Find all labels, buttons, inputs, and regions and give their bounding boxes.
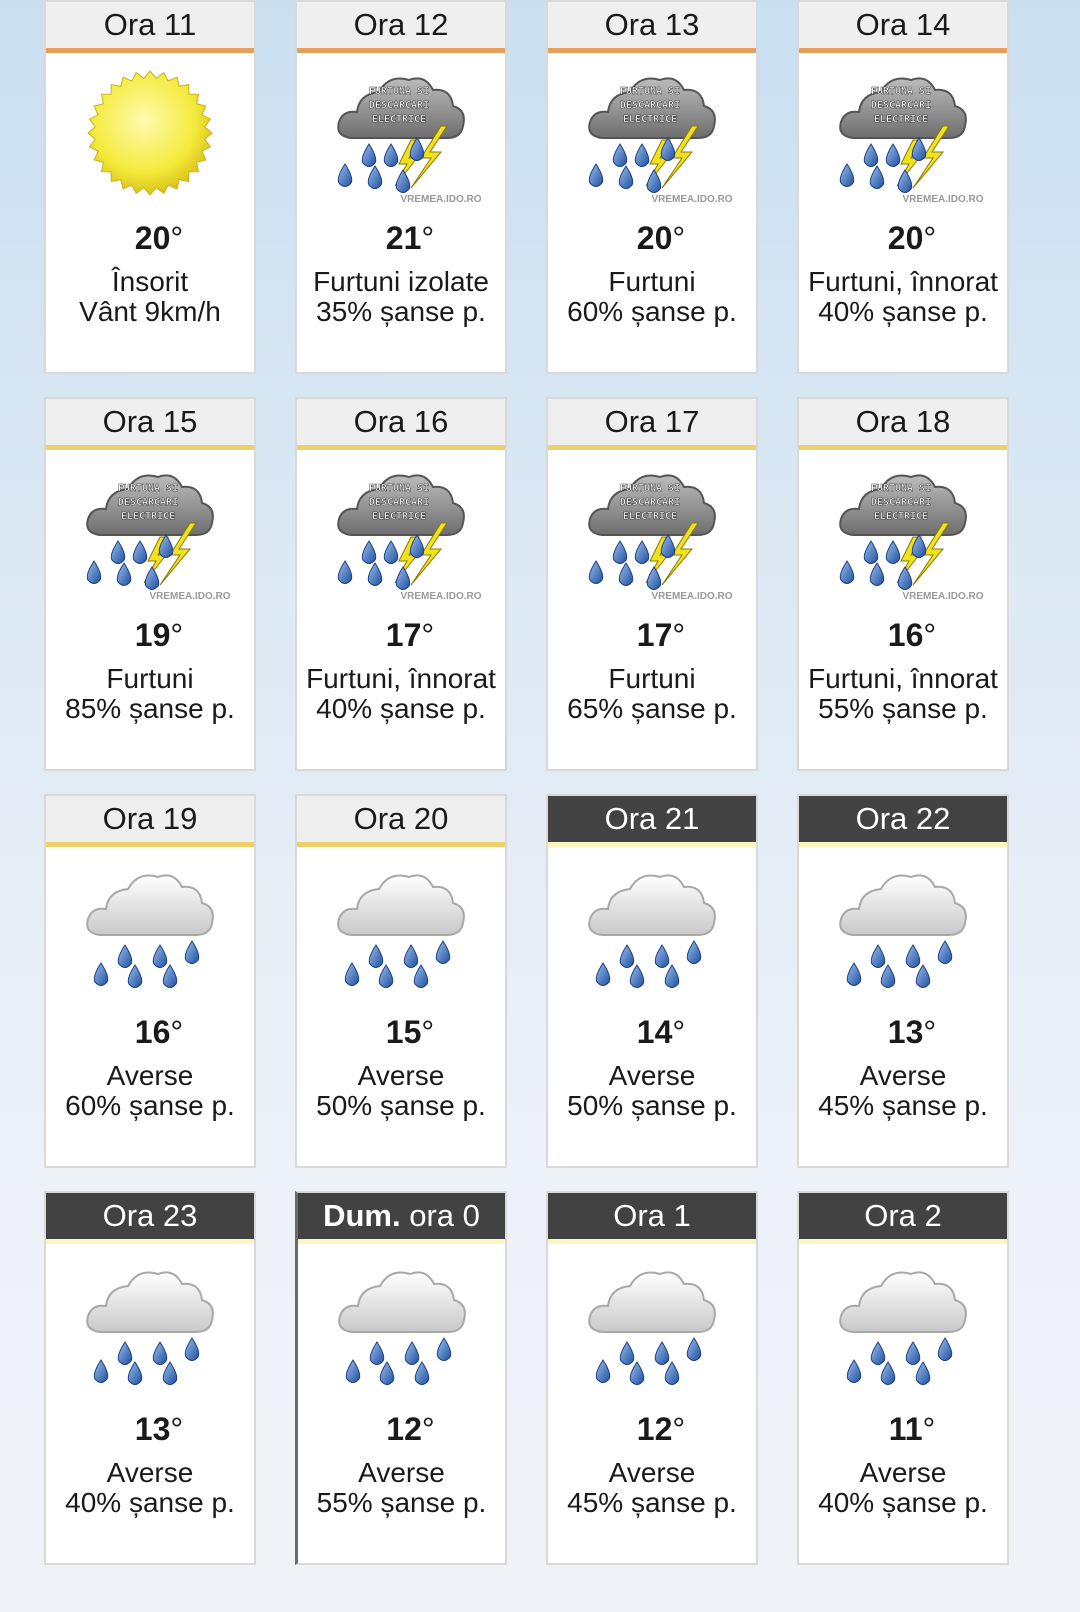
hour-text: Ora 23 <box>102 1198 198 1233</box>
detail-text: Vânt 9km/h <box>79 296 221 327</box>
hour-label <box>548 796 756 842</box>
hour-text: Ora 14 <box>855 7 951 42</box>
degree-symbol: ° <box>923 617 937 653</box>
rain-cloud-icon <box>548 847 756 1007</box>
svg-text:VREMEA.IDO.RO: VREMEA.IDO.RO <box>400 591 482 602</box>
forecast-description <box>298 1458 505 1518</box>
condition-text: Averse <box>859 1457 947 1488</box>
detail-text: 40% șanse p. <box>818 296 988 327</box>
temperature-value: 20 <box>134 220 171 256</box>
svg-text:VREMEA.IDO.RO: VREMEA.IDO.RO <box>400 194 482 205</box>
svg-text:FURTUNA SI: FURTUNA SI <box>619 86 681 97</box>
detail-text: 45% șanse p. <box>818 1090 988 1121</box>
forecast-description <box>799 1061 1007 1121</box>
condition-text: Furtuni <box>608 663 696 694</box>
rain-cloud-icon <box>548 1244 756 1404</box>
degree-symbol: ° <box>672 1014 686 1050</box>
detail-text: 45% șanse p. <box>567 1487 737 1518</box>
condition-text: Furtuni izolate <box>313 266 489 297</box>
degree-symbol: ° <box>922 1411 936 1447</box>
forecast-card[interactable] <box>295 794 507 1168</box>
forecast-description <box>46 664 254 724</box>
thunderstorm-icon <box>297 450 505 610</box>
degree-symbol: ° <box>672 1411 686 1447</box>
rain-cloud-icon <box>799 847 1007 1007</box>
svg-text:DESCARCARI: DESCARCARI <box>619 497 681 508</box>
svg-text:DESCARCARI: DESCARCARI <box>368 100 430 111</box>
hour-label <box>799 796 1007 842</box>
condition-text: Furtuni <box>106 663 194 694</box>
degree-symbol: ° <box>170 1014 184 1050</box>
hour-label <box>548 399 756 445</box>
temperature-value: 13 <box>134 1411 171 1447</box>
rain-cloud-icon <box>297 847 505 1007</box>
temperature-value: 20 <box>636 220 673 256</box>
hour-text: Ora 17 <box>604 404 700 439</box>
temperature <box>298 1404 505 1454</box>
temperature <box>548 610 756 660</box>
svg-text:DESCARCARI: DESCARCARI <box>117 497 179 508</box>
temperature <box>297 213 505 263</box>
temperature <box>548 213 756 263</box>
temperature-value: 14 <box>636 1014 673 1050</box>
forecast-description <box>297 1061 505 1121</box>
svg-text:ELECTRICE: ELECTRICE <box>622 511 678 522</box>
rain-cloud-icon <box>799 1244 1007 1404</box>
temperature <box>548 1404 756 1454</box>
condition-text: Averse <box>608 1457 696 1488</box>
svg-text:VREMEA.IDO.RO: VREMEA.IDO.RO <box>651 591 733 602</box>
hour-text: Ora 19 <box>102 801 198 836</box>
degree-symbol: ° <box>421 220 435 256</box>
svg-text:FURTUNA SI: FURTUNA SI <box>368 483 430 494</box>
hour-label <box>46 796 254 842</box>
temperature <box>799 610 1007 660</box>
detail-text: 50% șanse p. <box>567 1090 737 1121</box>
hour-label <box>297 399 505 445</box>
temperature-value: 20 <box>887 220 924 256</box>
forecast-card[interactable] <box>295 397 507 771</box>
condition-text: Însorit <box>111 266 189 297</box>
day-prefix: Dum. <box>323 1198 401 1233</box>
temperature-value: 11 <box>888 1411 923 1447</box>
hour-label <box>46 399 254 445</box>
degree-symbol: ° <box>672 220 686 256</box>
svg-text:FURTUNA SI: FURTUNA SI <box>368 86 430 97</box>
condition-text: Furtuni, înnorat <box>306 663 496 694</box>
hour-label <box>297 2 505 48</box>
thunderstorm-icon <box>297 53 505 213</box>
forecast-card[interactable] <box>546 794 758 1168</box>
hour-text: Ora 1 <box>613 1198 691 1233</box>
condition-text: Averse <box>357 1060 445 1091</box>
forecast-card[interactable] <box>295 1191 507 1565</box>
temperature <box>799 213 1007 263</box>
condition-text: Averse <box>106 1060 194 1091</box>
temperature-value: 16 <box>887 617 924 653</box>
hour-text: Ora 15 <box>102 404 198 439</box>
hour-label <box>799 1193 1007 1239</box>
condition-text: Averse <box>106 1457 194 1488</box>
hour-label <box>297 796 505 842</box>
temperature-value: 19 <box>134 617 171 653</box>
detail-text: 55% șanse p. <box>818 693 988 724</box>
hour-text: Ora 2 <box>864 1198 942 1233</box>
forecast-card[interactable] <box>546 1191 758 1565</box>
hour-text: ora 0 <box>409 1198 480 1233</box>
thunderstorm-icon <box>548 450 756 610</box>
hour-label <box>799 399 1007 445</box>
svg-text:VREMEA.IDO.RO: VREMEA.IDO.RO <box>651 194 733 205</box>
hour-text: Ora 16 <box>353 404 449 439</box>
temperature <box>46 610 254 660</box>
degree-symbol: ° <box>170 220 184 256</box>
temperature-value: 16 <box>134 1014 171 1050</box>
detail-text: 55% șanse p. <box>316 1487 487 1518</box>
degree-symbol: ° <box>923 1014 937 1050</box>
svg-text:ELECTRICE: ELECTRICE <box>120 511 176 522</box>
svg-text:DESCARCARI: DESCARCARI <box>368 497 430 508</box>
forecast-card[interactable] <box>797 1191 1009 1565</box>
condition-text: Averse <box>859 1060 947 1091</box>
condition-text: Averse <box>358 1457 445 1488</box>
detail-text: 40% șanse p. <box>316 693 486 724</box>
forecast-description <box>548 1061 756 1121</box>
forecast-card[interactable] <box>546 0 758 374</box>
thunderstorm-icon <box>548 53 756 213</box>
svg-text:ELECTRICE: ELECTRICE <box>873 511 929 522</box>
hour-text: Ora 20 <box>353 801 449 836</box>
svg-text:ELECTRICE: ELECTRICE <box>622 114 678 125</box>
forecast-description <box>548 267 756 327</box>
hour-text: Ora 21 <box>604 801 700 836</box>
forecast-description <box>297 267 505 327</box>
detail-text: 85% șanse p. <box>65 693 235 724</box>
detail-text: 65% șanse p. <box>567 693 737 724</box>
svg-text:VREMEA.IDO.RO: VREMEA.IDO.RO <box>902 591 984 602</box>
hour-text: Ora 22 <box>855 801 951 836</box>
rain-cloud-icon <box>46 847 254 1007</box>
hour-text: Ora 18 <box>855 404 951 439</box>
rain-cloud-icon <box>46 1244 254 1404</box>
forecast-card[interactable] <box>44 0 256 374</box>
forecast-card[interactable] <box>797 794 1009 1168</box>
svg-text:FURTUNA SI: FURTUNA SI <box>117 483 179 494</box>
degree-symbol: ° <box>923 220 937 256</box>
hour-text: Ora 12 <box>353 7 449 42</box>
temperature <box>46 1404 254 1454</box>
hour-label <box>548 2 756 48</box>
svg-text:DESCARCARI: DESCARCARI <box>870 100 932 111</box>
svg-text:DESCARCARI: DESCARCARI <box>870 497 932 508</box>
temperature <box>46 213 254 263</box>
sun-icon <box>46 53 254 213</box>
thunderstorm-icon <box>46 450 254 610</box>
temperature-value: 17 <box>385 617 422 653</box>
hour-label <box>548 1193 756 1239</box>
forecast-description <box>297 664 505 724</box>
condition-text: Furtuni, înnorat <box>808 266 998 297</box>
forecast-card[interactable] <box>44 1191 256 1565</box>
hour-label <box>799 2 1007 48</box>
degree-symbol: ° <box>170 1411 184 1447</box>
temperature <box>799 1404 1007 1454</box>
forecast-card[interactable] <box>797 397 1009 771</box>
forecast-card[interactable] <box>44 794 256 1168</box>
forecast-description <box>799 1458 1007 1518</box>
condition-text: Furtuni, înnorat <box>808 663 998 694</box>
temperature <box>799 1007 1007 1057</box>
temperature-value: 12 <box>636 1411 673 1447</box>
forecast-description <box>548 1458 756 1518</box>
detail-text: 40% șanse p. <box>818 1487 988 1518</box>
condition-text: Averse <box>608 1060 696 1091</box>
svg-text:ELECTRICE: ELECTRICE <box>873 114 929 125</box>
temperature <box>297 610 505 660</box>
forecast-description <box>46 1061 254 1121</box>
temperature-value: 21 <box>385 220 422 256</box>
forecast-description <box>799 664 1007 724</box>
degree-symbol: ° <box>421 617 435 653</box>
detail-text: 50% șanse p. <box>316 1090 486 1121</box>
detail-text: 60% șanse p. <box>567 296 737 327</box>
thunderstorm-icon <box>799 450 1007 610</box>
forecast-card[interactable] <box>44 397 256 771</box>
forecast-card[interactable] <box>546 397 758 771</box>
temperature <box>46 1007 254 1057</box>
hour-text: Ora 13 <box>604 7 700 42</box>
thunderstorm-icon <box>799 53 1007 213</box>
forecast-card[interactable] <box>295 0 507 374</box>
svg-text:ELECTRICE: ELECTRICE <box>371 114 427 125</box>
svg-text:ELECTRICE: ELECTRICE <box>371 511 427 522</box>
temperature <box>548 1007 756 1057</box>
forecast-description <box>548 664 756 724</box>
rain-cloud-icon <box>298 1244 505 1404</box>
svg-text:FURTUNA SI: FURTUNA SI <box>870 483 932 494</box>
forecast-description <box>46 1458 254 1518</box>
hour-label <box>298 1193 505 1239</box>
degree-symbol: ° <box>421 1411 435 1447</box>
temperature-value: 17 <box>636 617 673 653</box>
detail-text: 40% șanse p. <box>65 1487 235 1518</box>
degree-symbol: ° <box>170 617 184 653</box>
svg-text:FURTUNA SI: FURTUNA SI <box>870 86 932 97</box>
svg-text:VREMEA.IDO.RO: VREMEA.IDO.RO <box>902 194 984 205</box>
detail-text: 60% șanse p. <box>65 1090 235 1121</box>
temperature <box>297 1007 505 1057</box>
svg-text:DESCARCARI: DESCARCARI <box>619 100 681 111</box>
svg-text:FURTUNA SI: FURTUNA SI <box>619 483 681 494</box>
svg-text:VREMEA.IDO.RO: VREMEA.IDO.RO <box>149 591 231 602</box>
hour-label <box>46 2 254 48</box>
degree-symbol: ° <box>421 1014 435 1050</box>
temperature-value: 12 <box>386 1411 422 1447</box>
condition-text: Furtuni <box>608 266 696 297</box>
forecast-description <box>799 267 1007 327</box>
temperature-value: 13 <box>887 1014 924 1050</box>
detail-text: 35% șanse p. <box>316 296 486 327</box>
degree-symbol: ° <box>672 617 686 653</box>
hour-text: Ora 11 <box>103 7 197 42</box>
temperature-value: 15 <box>385 1014 422 1050</box>
hour-label <box>46 1193 254 1239</box>
forecast-description <box>46 267 254 327</box>
forecast-card[interactable] <box>797 0 1009 374</box>
